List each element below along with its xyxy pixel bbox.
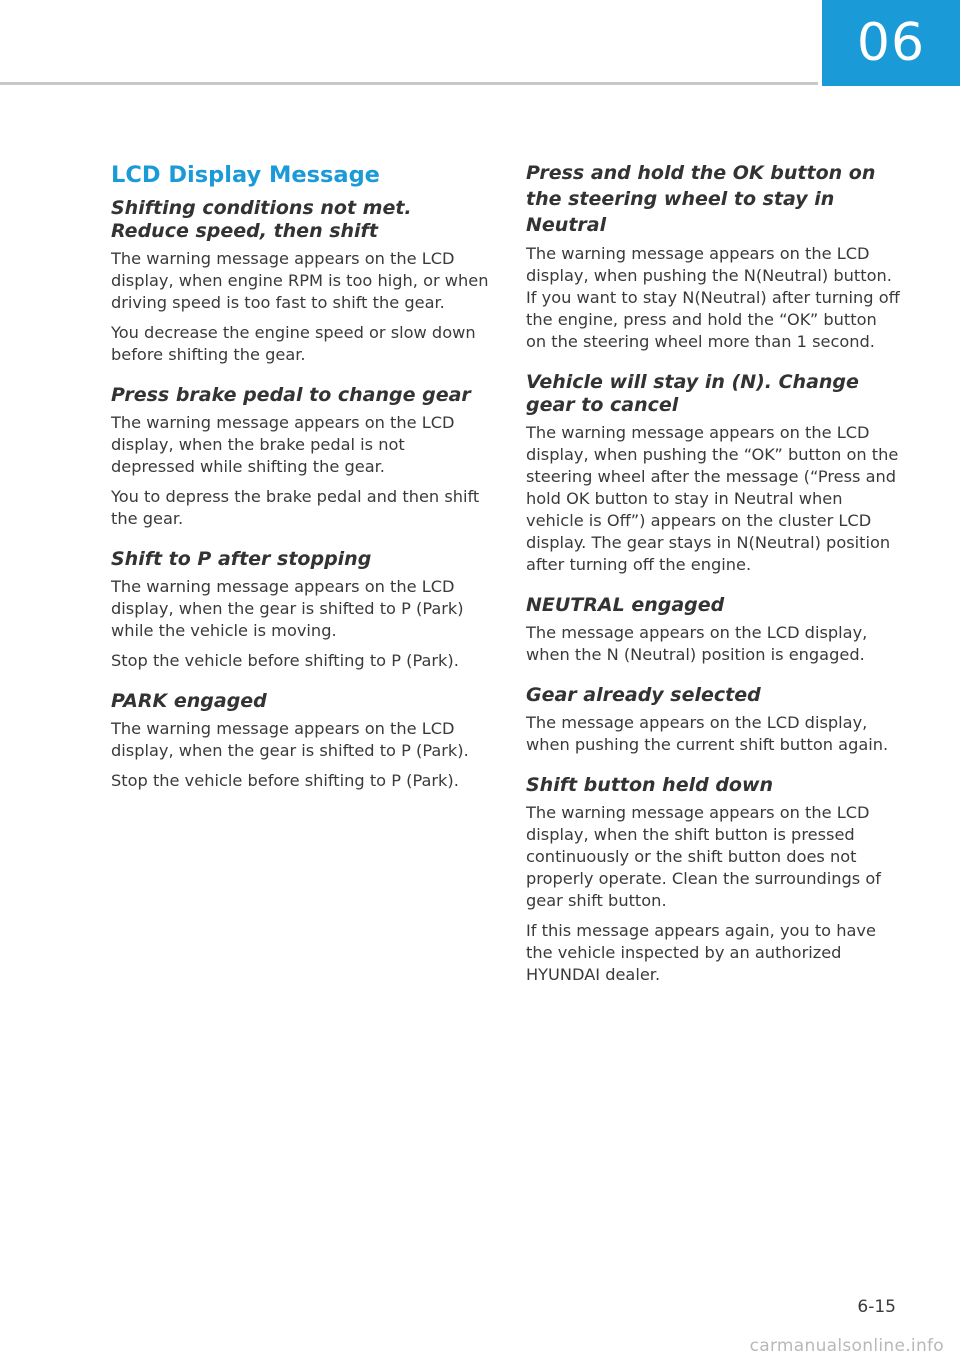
message-heading: Press and hold the OK button on the steering wheel to stay in Neutral [526,162,876,236]
message-heading: Gear already selected [526,684,761,706]
message-block [111,197,489,366]
message-heading: PARK engaged [111,690,267,712]
message-heading: Shifting conditions not met. Reduce speed, then shift [111,197,412,242]
message-paragraph: The warning message appears on the LCD display, when the shift button is pressed continuously or the shift button does not properly operate. Clean the surroundings of gear shift button. [526,803,881,910]
right-column [526,160,902,1004]
watermark[interactable]: carmanualsonline.info [749,1336,944,1356]
message-block [526,684,902,756]
message-block [526,594,902,666]
message-paragraph: The warning message appears on the LCD display, when engine RPM is too high, or when driving speed is too fast to shift the gear. [111,249,489,312]
message-paragraph: The warning message appears on the LCD display, when pushing the “OK” button on the steering wheel after the message (“Press and hold OK button to stay in Neutral when vehicle is Off”) appears on the cluster LCD display. The gear stays in N(Neutral) position after turning off the engine. [526,423,899,574]
message-paragraph: The warning message appears on the LCD display, when the gear is shifted to P (Park) while the vehicle is moving. [111,577,464,640]
message-paragraph: If this message appears again, you to have the vehicle inspected by an authorized HYUNDAI dealer. [526,921,876,984]
message-heading: Shift button held down [526,774,774,796]
left-column [111,160,489,810]
message-paragraph: Stop the vehicle before shifting to P (Park). [111,651,459,670]
message-block [111,548,489,672]
message-block [526,160,902,353]
page-number: 6-15 [857,1297,896,1317]
message-heading: Shift to P after stopping [111,548,372,570]
message-paragraph: The warning message appears on the LCD display, when the gear is shifted to P (Park). [111,719,469,760]
header-rule [0,82,818,85]
message-heading: NEUTRAL engaged [526,594,725,616]
message-block [111,384,489,530]
message-paragraph: The message appears on the LCD display, when pushing the current shift button again. [526,713,889,754]
chapter-number: 06 [856,13,926,73]
message-paragraph: Stop the vehicle before shifting to P (Park). [111,771,459,790]
message-paragraph: The warning message appears on the LCD display, when pushing the N(Neutral) button. If you want to stay N(Neutral) after turning off the engine, press and hold the “OK” button on the steering wheel more than 1 second. [526,244,900,351]
chapter-tab [822,0,960,86]
message-block [526,774,902,986]
message-paragraph: The message appears on the LCD display, when the N (Neutral) position is engaged. [526,623,868,664]
message-paragraph: The warning message appears on the LCD display, when the brake pedal is not depressed while shifting the gear. [111,413,455,476]
message-paragraph: You to depress the brake pedal and then shift the gear. [111,487,480,528]
section-title: LCD Display Message [111,162,380,188]
message-block [111,690,489,792]
message-block [526,371,902,576]
message-heading: Press brake pedal to change gear [111,384,471,406]
message-heading: Vehicle will stay in (N). Change gear to cancel [526,371,859,416]
message-paragraph: You decrease the engine speed or slow down before shifting the gear. [111,323,476,364]
